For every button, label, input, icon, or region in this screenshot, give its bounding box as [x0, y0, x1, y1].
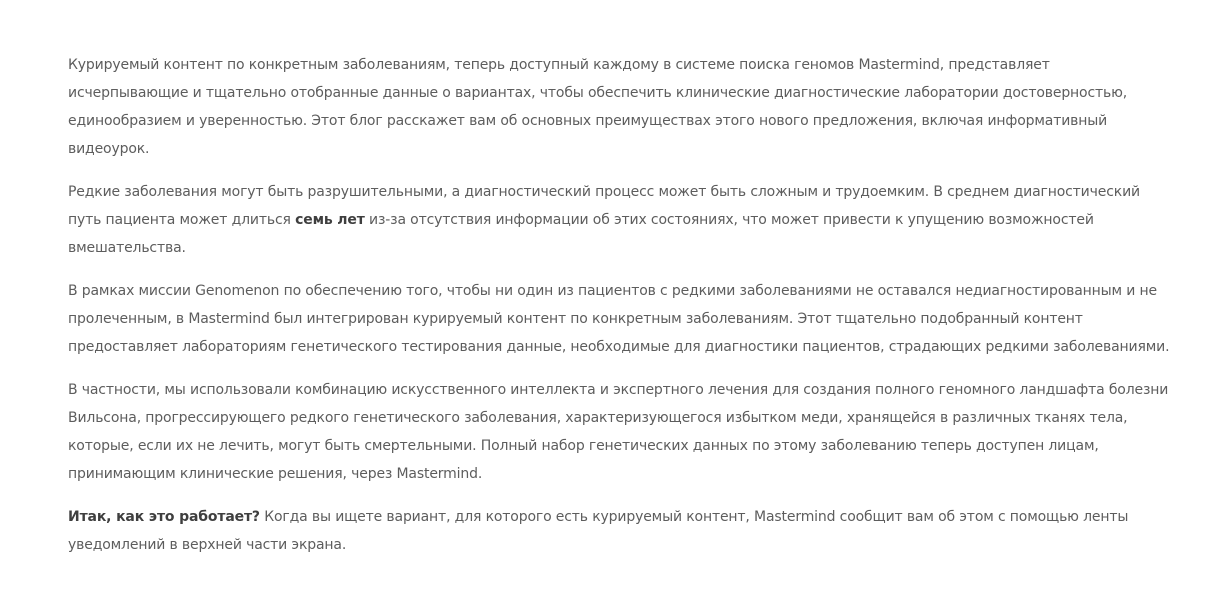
paragraph-text: Когда вы ищете вариант, для которого есть курируемый контент, Mastermind сообщит вам об этом с помощью ленты уведомлений в верхней части экрана.	[68, 509, 1129, 553]
paragraph-rare-diseases	[68, 178, 1172, 262]
paragraph-text: Редкие заболевания могут быть разрушительными, а диагностический процесс может быть сложным и трудоемким. В среднем диагностический путь пациента может длиться	[68, 184, 1140, 228]
paragraph-how-it-works	[68, 503, 1172, 559]
emphasis-how-it-works: Итак, как это работает?	[68, 509, 260, 525]
paragraph-text: из-за отсутствия информации об этих состояниях, что может привести к упущению возможностей вмешательства.	[68, 212, 1094, 256]
paragraph-wilson-disease: В частности, мы использовали комбинацию искусственного интеллекта и экспертного лечения для создания полного геномного ландшафта болезни Вильсона, прогрессирующего редкого генетического заболевания, характеризующегося избытком меди, хранящейся в различных тканях тела, которые, если их не лечить, могут быть смертельными. Полный набор генетических данных по этому заболеванию теперь доступен лицам, принимающим клинические решения, через Mastermind.	[68, 382, 1169, 482]
paragraph-mission: В рамках миссии Genomenon по обеспечению того, чтобы ни один из пациентов с редкими заболеваниями не оставался недиагностированным и не пролеченным, в Mastermind был интегрирован курируемый контент по конкретным заболеваниям. Этот тщательно подобранный контент предоставляет лабораториям генетического тестирования данные, необходимые для диагностики пациентов, страдающих редкими заболеваниями.	[68, 283, 1170, 355]
emphasis-seven-years: семь лет	[295, 212, 365, 228]
paragraph-intro: Курируемый контент по конкретным заболеваниям, теперь доступный каждому в системе поиска геномов Mastermind, представляет исчерпывающие и тщательно отобранные данные о вариантах, чтобы обеспечить клинические диагностические лаборатории достоверностью, единообразием и уверенностью. Этот блог расскажет вам об основных преимуществах этого нового предложения, включая информативный видеоурок.	[68, 57, 1128, 157]
